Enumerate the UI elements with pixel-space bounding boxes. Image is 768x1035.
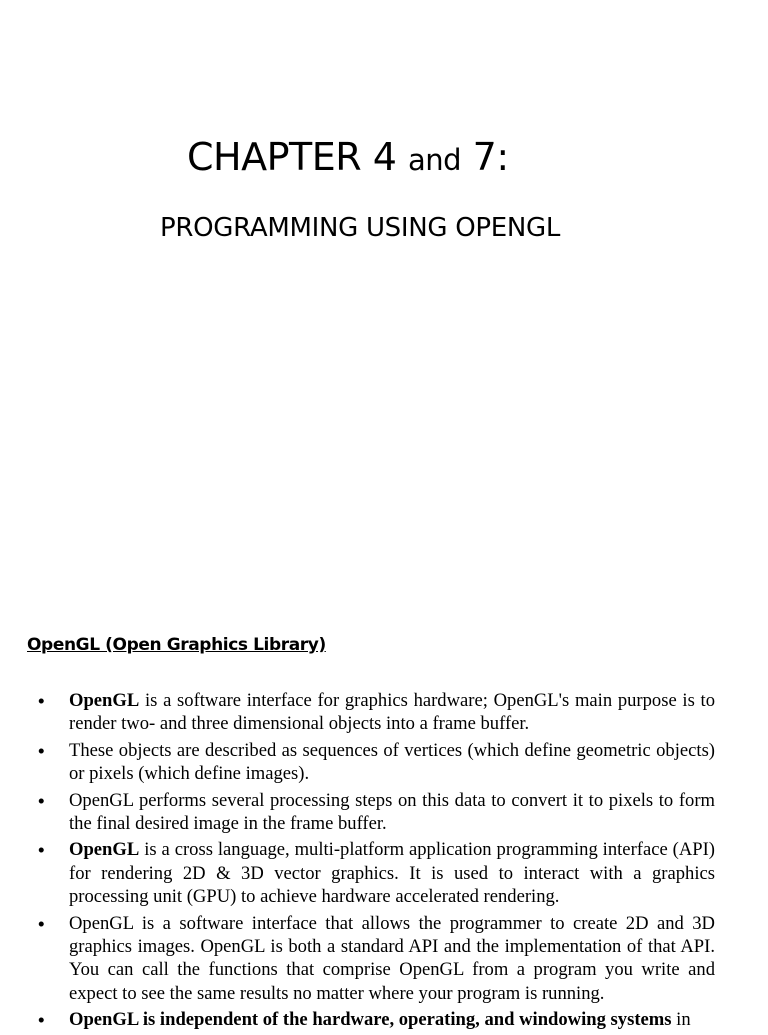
bullet-text: is a cross language, multi-platform application programming interface (API) for rendering 2D & 3D vector graphics. It is used to interact with a graphics processing unit (GPU) to achieve hardware accelerated rendering. xyxy=(69,839,715,908)
bullet-lead: OpenGL xyxy=(69,839,140,861)
bullet-dot: • xyxy=(38,739,45,761)
chapter-title-number: 7: xyxy=(472,135,509,179)
bullet-lead: OpenGL is independent of the hardware, operating, and windowing systems xyxy=(69,1009,672,1031)
bullet-text: in xyxy=(671,1009,691,1031)
bullet-item xyxy=(38,689,715,736)
bullet-dot: • xyxy=(38,789,45,811)
bullet-item xyxy=(38,739,715,786)
bullet-text: OpenGL is a software interface that allows the programmer to create 2D and 3D graphics images. OpenGL is both a standard API and the implementation of that API. You can call the functions that comprise OpenGL from a program you write and expect to see the same results no matter where your program is running. xyxy=(69,912,715,1004)
chapter-subtitle: PROGRAMMING USING OPENGL xyxy=(160,213,561,243)
bullet-dot: • xyxy=(38,690,45,711)
bullet-item xyxy=(38,1008,715,1031)
bullet-text: These objects are described as sequences of vertices (which define geometric objects) or pixels (which define images). xyxy=(69,739,715,785)
section-heading: OpenGL (Open Graphics Library) xyxy=(27,635,326,655)
bullet-dot: • xyxy=(38,1009,45,1031)
chapter-title-connector: and xyxy=(408,143,462,177)
bullet-lead: OpenGL xyxy=(69,690,140,711)
bullet-dot: • xyxy=(38,839,45,861)
bullet-item xyxy=(38,912,715,1006)
bullet-list xyxy=(38,689,715,1035)
bullet-dot: • xyxy=(38,912,45,934)
bullet-item xyxy=(38,838,715,908)
chapter-title-main: CHAPTER 4 xyxy=(187,135,397,179)
bullet-text: OpenGL performs several processing steps on this data to convert it to pixels to form the final desired image in the frame buffer. xyxy=(69,789,715,835)
bullet-text: is a software interface for graphics hardware; OpenGL's main purpose is to render two- and three dimensional objects into a frame buffer. xyxy=(69,690,715,735)
bullet-item xyxy=(38,789,715,836)
chapter-title xyxy=(187,133,509,184)
